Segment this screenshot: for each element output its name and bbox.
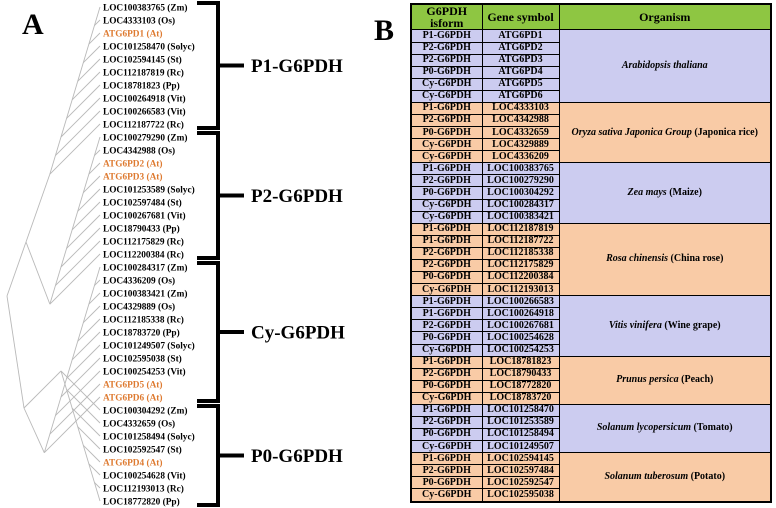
gene-symbol-cell: LOC100304292: [482, 187, 559, 199]
tree-leaf-label: LOC4332659 (Os): [103, 419, 176, 430]
organism-cell: [559, 356, 771, 404]
gene-symbol-cell: ATG6PD2: [482, 42, 559, 54]
isoform-cell: Cy-G6PDH: [411, 392, 482, 404]
isoform-cell: P1-G6PDH: [411, 308, 482, 320]
tree-leaf-label: LOC112175829 (Rc): [103, 237, 184, 248]
gene-symbol-cell: LOC112185338: [482, 247, 559, 259]
tree-leaf-label: LOC100284317 (Zm): [103, 263, 188, 274]
gene-symbol-cell: LOC18783720: [482, 392, 559, 404]
gene-symbol-cell: ATG6PD3: [482, 54, 559, 66]
isoform-cell: P0-G6PDH: [411, 332, 482, 344]
clade-label: P0-G6PDH: [251, 446, 343, 467]
tree-leaf-label: LOC100267681 (Vit): [103, 211, 186, 222]
isoform-cell: Cy-G6PDH: [411, 151, 482, 163]
organism-common-name: (Peach): [678, 374, 714, 386]
gene-symbol-cell: LOC102592547: [482, 477, 559, 489]
isoform-cell: P1-G6PDH: [411, 235, 482, 247]
isoform-cell: Cy-G6PDH: [411, 199, 482, 211]
isoform-cell: P1-G6PDH: [411, 30, 482, 42]
organism-cell: [559, 163, 771, 223]
gene-symbol-cell: LOC4329889: [482, 139, 559, 151]
tree-leaf-label: ATG6PD3 (At): [103, 172, 163, 183]
tree-leaf-label: LOC101258470 (Solyc): [103, 42, 195, 53]
tree-leaf-label: LOC100383421 (Zm): [103, 289, 188, 300]
gene-symbol-cell: LOC100254628: [482, 332, 559, 344]
gene-symbol-cell: LOC112175829: [482, 259, 559, 271]
gene-symbol-cell: LOC100267681: [482, 320, 559, 332]
tree-leaf-label: LOC100254253 (Vit): [103, 367, 186, 378]
tree-leaf-label: LOC112193013 (Rc): [103, 484, 184, 495]
panel-b-label: B: [374, 14, 395, 47]
tree-leaf-label: LOC100254628 (Vit): [103, 471, 186, 482]
tree-leaf-label: LOC100304292 (Zm): [103, 406, 188, 417]
isoform-cell: Cy-G6PDH: [411, 90, 482, 102]
tree-leaf-label: LOC112185338 (Rc): [103, 315, 184, 326]
isoform-cell: P2-G6PDH: [411, 465, 482, 477]
organism-common-name: (Tomato): [691, 422, 733, 434]
tree-branch: [7, 296, 24, 408]
gene-symbol-cell: LOC112187819: [482, 223, 559, 235]
tree-leaf-label: ATG6PD5 (At): [103, 380, 163, 391]
isoform-cell: P1-G6PDH: [411, 223, 482, 235]
gene-symbol-cell: LOC100383765: [482, 163, 559, 175]
isoform-cell: P2-G6PDH: [411, 416, 482, 428]
table-header-row: [411, 4, 771, 30]
isoform-cell: Cy-G6PDH: [411, 211, 482, 223]
tree-leaf-label: LOC100383765 (Zm): [103, 3, 188, 14]
header-isoform: G6PDH isform: [411, 4, 482, 30]
organism-cell: [559, 453, 771, 502]
tree-branch: [7, 242, 26, 296]
tree-leaf-label: LOC4329889 (Os): [103, 302, 176, 313]
clade-label: P1-G6PDH: [251, 56, 343, 77]
tree-leaf-label: ATG6PD6 (At): [103, 393, 163, 404]
organism-latin-name: Arabidopsis thaliana: [621, 60, 708, 72]
isoform-cell: P2-G6PDH: [411, 259, 482, 271]
gene-symbol-cell: LOC18781823: [482, 356, 559, 368]
organism-common-name: (China rose): [668, 253, 724, 265]
tree-leaf-label: LOC102595038 (St): [103, 354, 182, 365]
isoform-cell: P0-G6PDH: [411, 380, 482, 392]
gene-symbol-cell: LOC101258470: [482, 404, 559, 416]
tree-leaf-label: LOC102597484 (St): [103, 198, 182, 209]
table-row: [411, 102, 771, 114]
gene-symbol-cell: LOC102597484: [482, 465, 559, 477]
tree-leaf-label: LOC4333103 (Os): [103, 16, 176, 27]
gene-symbol-cell: LOC100254253: [482, 344, 559, 356]
organism-common-name: (Potato): [688, 471, 726, 482]
tree-branch: [24, 371, 61, 408]
tree-leaf-label: LOC102592547 (St): [103, 445, 182, 456]
gene-symbol-cell: LOC18772820: [482, 380, 559, 392]
header-gene-symbol: Gene symbol: [482, 4, 559, 30]
table-row: [411, 223, 771, 235]
isoform-cell: P1-G6PDH: [411, 404, 482, 416]
isoform-cell: Cy-G6PDH: [411, 139, 482, 151]
organism-latin-name: Solanum lycopersicum: [596, 422, 692, 434]
table-row: [411, 163, 771, 175]
tree-leaf-label: LOC101249507 (Solyc): [103, 341, 195, 352]
organism-latin-name: Vitis vinifera: [608, 319, 662, 331]
tree-leaf-label: LOC18790433 (Pp): [103, 224, 180, 235]
tree-leaf-label: ATG6PD2 (At): [103, 159, 163, 170]
tree-leaf-label: ATG6PD1 (At): [103, 29, 163, 40]
gene-symbol-cell: ATG6PD6: [482, 90, 559, 102]
tree-leaf-label: LOC112200384 (Rc): [103, 250, 184, 261]
gene-symbol-cell: LOC100264918: [482, 308, 559, 320]
gene-symbol-cell: LOC112193013: [482, 284, 559, 296]
isoform-cell: P1-G6PDH: [411, 356, 482, 368]
organism-cell: [559, 30, 771, 102]
organism-latin-name: Solanum tuberosum: [604, 471, 689, 482]
tree-leaf-label: LOC100264918 (Vit): [103, 94, 186, 105]
isoform-cell: Cy-G6PDH: [411, 441, 482, 453]
gene-symbol-cell: LOC100284317: [482, 199, 559, 211]
gene-symbol-cell: LOC4333103: [482, 102, 559, 114]
gene-symbol-cell: LOC4342988: [482, 115, 559, 127]
isoform-cell: P0-G6PDH: [411, 127, 482, 139]
gene-symbol-cell: LOC102594145: [482, 453, 559, 465]
isoform-cell: P1-G6PDH: [411, 296, 482, 308]
isoform-cell: P0-G6PDH: [411, 477, 482, 489]
isoform-cell: Cy-G6PDH: [411, 284, 482, 296]
tree-leaf-label: LOC102594145 (St): [103, 55, 182, 66]
isoform-cell: Cy-G6PDH: [411, 78, 482, 90]
tree-leaf-label: LOC112187819 (Rc): [103, 68, 184, 79]
tree-leaf-label: LOC18781823 (Pp): [103, 81, 180, 92]
isoform-cell: P1-G6PDH: [411, 102, 482, 114]
tree-leaf-label: LOC100279290 (Zm): [103, 133, 188, 144]
gene-symbol-cell: LOC101249507: [482, 441, 559, 453]
organism-cell: [559, 223, 771, 295]
gene-symbol-cell: LOC100383421: [482, 211, 559, 223]
gene-symbol-cell: LOC4332659: [482, 127, 559, 139]
tree-branch: [24, 408, 44, 453]
tree-leaf-label: LOC4342988 (Os): [103, 146, 176, 157]
tree-leaf-label: LOC112187722 (Rc): [103, 120, 184, 131]
isoform-cell: P2-G6PDH: [411, 368, 482, 380]
tree-branches: [7, 7, 100, 501]
organism-cell: [559, 404, 771, 452]
tree-leaf-label: LOC4336209 (Os): [103, 276, 176, 287]
isoform-cell: P2-G6PDH: [411, 54, 482, 66]
isoform-cell: P2-G6PDH: [411, 115, 482, 127]
tree-leaf-label: ATG6PD4 (At): [103, 458, 163, 469]
clade-bracket: [197, 3, 218, 128]
clade-label: P2-G6PDH: [251, 186, 343, 207]
clade-label: Cy-G6PDH: [251, 322, 345, 344]
isoform-cell: P1-G6PDH: [411, 453, 482, 465]
gene-symbol-cell: LOC112187722: [482, 235, 559, 247]
gene-symbol-cell: LOC102595038: [482, 489, 559, 502]
isoform-table: [410, 3, 772, 503]
isoform-cell: Cy-G6PDH: [411, 344, 482, 356]
table-row: [411, 296, 771, 308]
gene-symbol-cell: LOC101253589: [482, 416, 559, 428]
gene-symbol-cell: ATG6PD5: [482, 78, 559, 90]
gene-symbol-cell: LOC112200384: [482, 272, 559, 284]
isoform-cell: P0-G6PDH: [411, 66, 482, 78]
gene-symbol-cell: ATG6PD4: [482, 66, 559, 78]
organism-common-name: (Wine grape): [661, 319, 721, 331]
gene-symbol-cell: ATG6PD1: [482, 30, 559, 42]
isoform-table-wrap: [410, 3, 772, 503]
clade-bracket: [197, 263, 218, 401]
tree-leaf-label: LOC18772820 (Pp): [103, 497, 180, 508]
organism-common-name: (Maize): [666, 186, 702, 198]
isoform-cell: P2-G6PDH: [411, 42, 482, 54]
gene-symbol-cell: LOC18790433: [482, 368, 559, 380]
tree-leaf-label: LOC18783720 (Pp): [103, 328, 180, 339]
isoform-cell: P0-G6PDH: [411, 429, 482, 441]
organism-cell: [559, 102, 771, 162]
panel-a-label: A: [22, 8, 44, 41]
tree-leaf-label: LOC100266583 (Vit): [103, 107, 186, 118]
table-row: [411, 30, 771, 42]
tree-branch: [26, 242, 50, 304]
gene-symbol-cell: LOC101258494: [482, 429, 559, 441]
tree-leaf-label: LOC101258494 (Solyc): [103, 432, 195, 443]
clade-brackets: [197, 3, 345, 505]
gene-symbol-cell: LOC4336209: [482, 151, 559, 163]
gene-symbol-cell: LOC100279290: [482, 175, 559, 187]
tree-leaf-label: LOC101253589 (Solyc): [103, 185, 195, 196]
isoform-cell: P0-G6PDH: [411, 187, 482, 199]
tree-leaf-labels: [103, 2, 195, 507]
organism-latin-name: Prunus persica: [616, 374, 679, 386]
organism-latin-name: Oryza sativa Japonica Group: [571, 126, 692, 138]
isoform-cell: P2-G6PDH: [411, 175, 482, 187]
organism-latin-name: Rosa chinensis: [606, 253, 669, 265]
isoform-cell: Cy-G6PDH: [411, 489, 482, 502]
table-row: [411, 453, 771, 465]
isoform-cell: P2-G6PDH: [411, 320, 482, 332]
organism-latin-name: Zea mays: [627, 186, 667, 198]
table-row: [411, 356, 771, 368]
gene-symbol-cell: LOC100266583: [482, 296, 559, 308]
tree-branch: [26, 174, 50, 242]
isoform-cell: P2-G6PDH: [411, 247, 482, 259]
header-organism: Organism: [559, 4, 771, 30]
table-row: [411, 404, 771, 416]
clade-bracket: [197, 406, 218, 505]
isoform-cell: P1-G6PDH: [411, 163, 482, 175]
clade-bracket: [197, 133, 218, 258]
organism-cell: [559, 296, 771, 356]
isoform-cell: P0-G6PDH: [411, 272, 482, 284]
organism-common-name: (Japonica rice): [691, 126, 758, 138]
